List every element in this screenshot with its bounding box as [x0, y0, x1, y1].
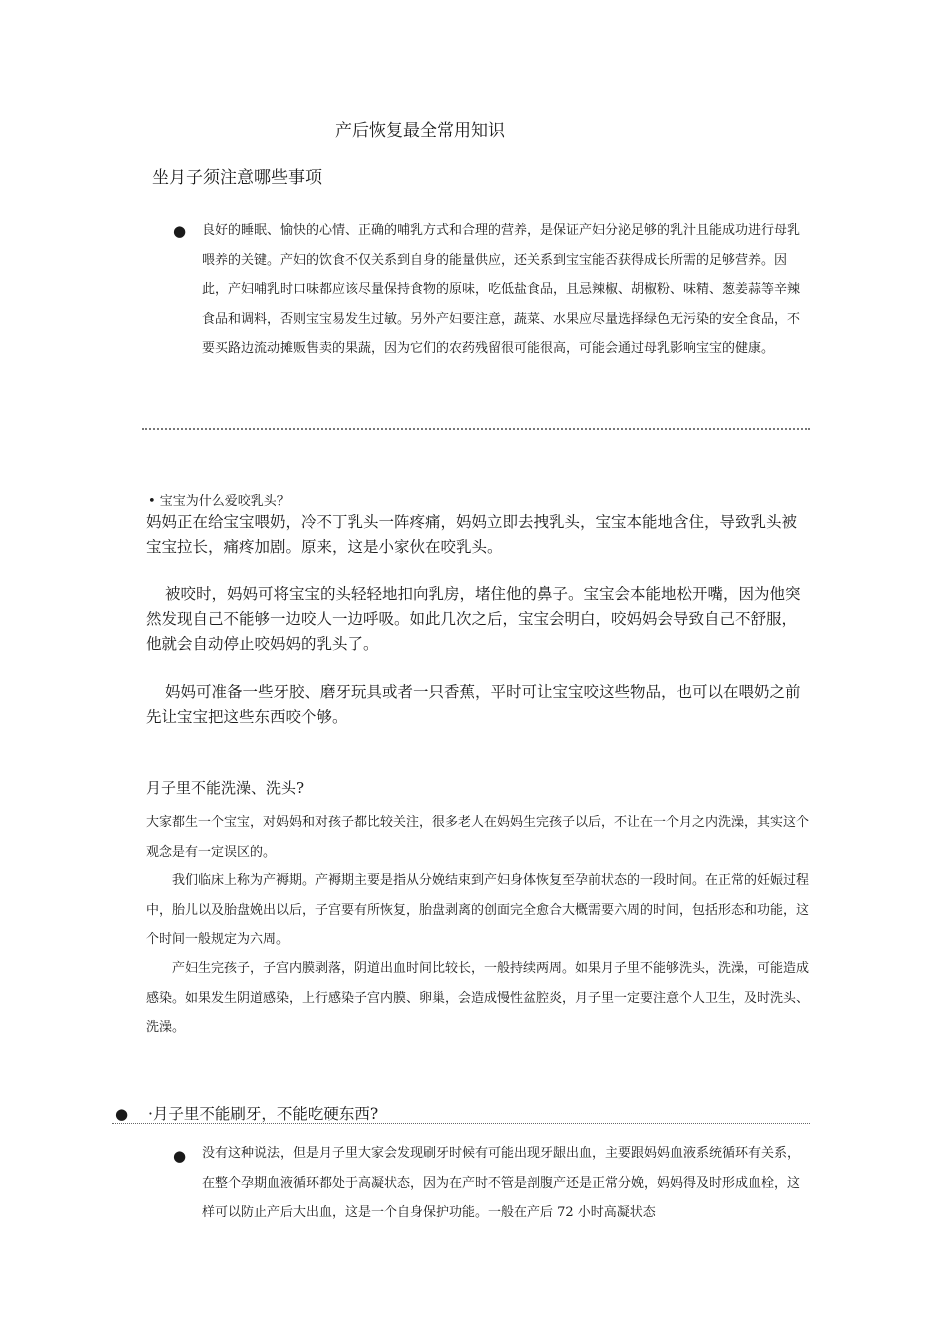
section-heading-bathing: 月子里不能洗澡、洗头?: [146, 779, 305, 797]
bullet-dot: ●: [115, 1105, 129, 1123]
confinement-paragraph: 良好的睡眠、愉快的心情、正确的哺乳方式和合理的营养，是保证产妇分泌足够的乳汁且能成功进行母乳喂养的关键。产妇的饮食不仅关系到自身的能量供应，还关系到宝宝能否获得成长所需的足够营养。因此，产妇哺乳时口味都应该尽量保持食物的原味，吃低盐食品，且忌辣椒、胡椒粉、味精、葱姜蒜等辛辣食品和调料，否则宝宝易发生过敏。另外产妇要注意，蔬菜、水果应尽量选择绿色无污染的安全食品，不要买路边流动摊贩售卖的果蔬，因为它们的农药残留很可能很高，可能会通过母乳影响宝宝的健康。: [202, 223, 801, 356]
bathing-paragraph-3: 产妇生完孩子，子宫内膜剥落，阴道出血时间比较长，一般持续两周。如果月子里不能够洗头，洗澡，可能造成感染。如果发生阴道感染，上行感染子宫内膜、卵巢，会造成慢性盆腔炎，月子里一定要注意个人卫生，及时洗头、洗澡。: [146, 961, 810, 1035]
biting-paragraph-1: 妈妈正在给宝宝喂奶，冷不丁乳头一阵疼痛，妈妈立即去拽乳头，宝宝本能地含住，导致乳头被宝宝拉长，痛疼加剧。原来，这是小家伙在咬乳头。: [146, 513, 798, 556]
section-heading-confinement: 坐月子须注意哪些事项: [152, 168, 322, 188]
section-heading-teeth: ·月子里不能刷牙，不能吃硬东西?: [148, 1105, 379, 1123]
section-heading-biting: • 宝宝为什么爱咬乳头？: [148, 494, 290, 509]
bathing-paragraph-2: 我们临床上称为产褥期。产褥期主要是指从分娩结束到产妇身体恢复至孕前状态的一段时间。在正常的妊娠过程中，胎儿以及胎盘娩出以后，子宫要有所恢复，胎盘剥离的创面完全愈合大概需要六周的时间，包括形态和功能，这个时间一般规定为六周。: [146, 873, 810, 947]
dotted-divider: [142, 428, 810, 430]
bullet-dot: ●: [173, 222, 187, 240]
teeth-paragraph: 没有这种说法，但是月子里大家会发现刷牙时候有可能出现牙龈出血，主要跟妈妈血液系统循环有关系，在整个孕期血液循环都处于高凝状态，因为在产时不管是剖腹产还是正常分娩，妈妈得及时形成血栓，这样可以防止产后大出血，这是一个自身保护功能。一般在产后 72 小时高凝状态: [202, 1146, 801, 1220]
bullet-dot: ●: [173, 1147, 187, 1165]
dotted-divider: [112, 1123, 810, 1124]
document-title: 产后恢复最全常用知识: [335, 121, 505, 141]
biting-paragraph-3: 妈妈可准备一些牙胶、磨牙玩具或者一只香蕉，平时可让宝宝咬这些物品，也可以在喂奶之前先让宝宝把这些东西咬个够。: [146, 683, 801, 726]
biting-paragraph-2: 被咬时，妈妈可将宝宝的头轻轻地扣向乳房，堵住他的鼻子。宝宝会本能地松开嘴，因为他突然发现自己不能够一边咬人一边呼吸。如此几次之后，宝宝会明白，咬妈妈会导致自己不舒服，他就会自动停止咬妈妈的乳头了。: [146, 585, 801, 653]
bathing-paragraph-1: 大家都生一个宝宝，对妈妈和对孩子都比较关注，很多老人在妈妈生完孩子以后，不让在一个月之内洗澡，其实这个观念是有一定误区的。: [146, 815, 810, 860]
